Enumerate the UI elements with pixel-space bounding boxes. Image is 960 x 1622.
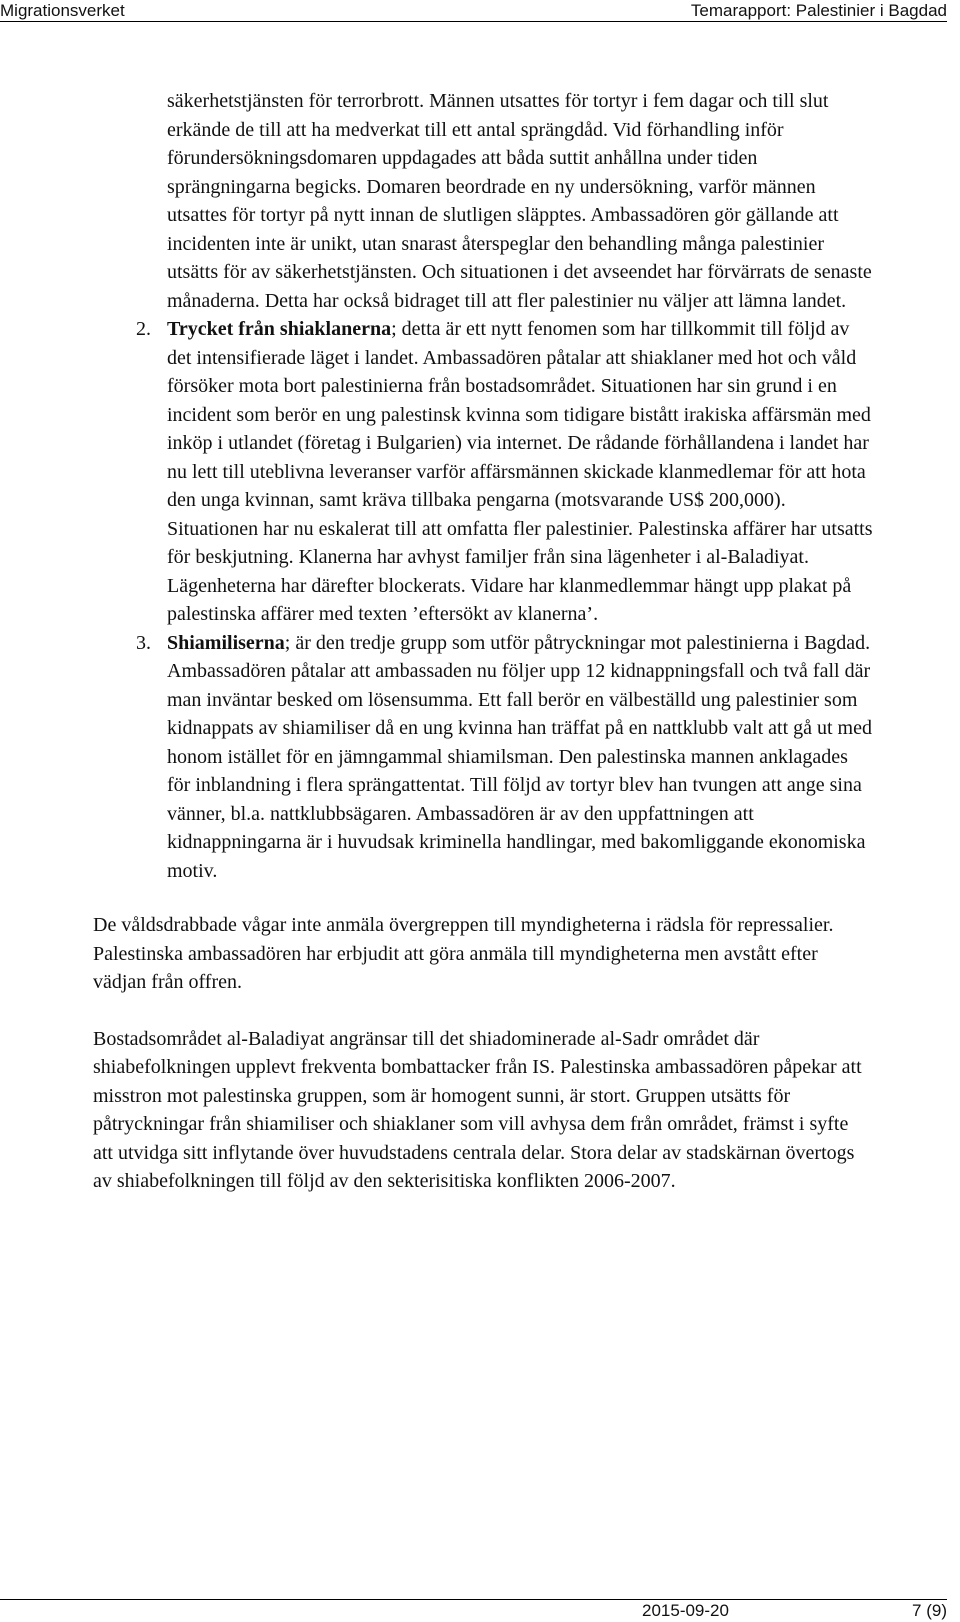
page-footer <box>0 1599 947 1622</box>
list-item-heading: Shiamiliserna <box>167 631 285 654</box>
paragraph-al-baladiyat: Bostadsområdet al-Baladiyat angränsar till det shiadominerade al-Sadr området där shiabefolkningen upplevt frekventa bombattacker från IS. Palestinska ambassadören påpekar att misstron mot palestinska gruppen, som är homogent sunni, är stort. Gruppen utsätts för påtryckningar från shiamiliser och shiaklaner som vill avhysa dem från området, främst i syfte att utvidga sitt inflytande över huvudstadens centrala delar. Stora delar av stadskärnan övertogs av shiabefolkningen till följd av den sekterisitiska konflikten 2006-2007. <box>93 1027 862 1192</box>
list-item-text: ; detta är ett nytt fenomen som har tillkommit till följd av det intensifierade läget i landet. Ambassadören påtalar att shiaklaner med hot och våld försöker mota bort palestinierna från bostadsområdet. Situationen har sin grund i en incident som berör en ung palestinsk kvinna som tidigare bistått irakiska affärsmän med inköp i utlandet (företag i Bulgarien) via internet. De rådande förhållandena i landet har nu lett till uteblivna leveranser varför affärsmännen skickade klanmedlemar för att hota den unga kvinnan, samt kräva tillbaka pengarna (motsvarande US$ 200,000). Situationen har nu eskalerat till att omfatta fler palestinier. Palestinska affärer har utsatts för beskjutning. Klanerna har avhyst familjer från sina lägenheter i al-Baladiyat. Lägenheterna har därefter blockerats. Vidare har klanmedlemmar hängt upp plakat på palestinska affärer med texten ’eftersökt av klanerna’. <box>167 318 873 625</box>
list-item-number: 3. <box>136 631 151 654</box>
list-item-2 <box>93 315 873 629</box>
page-header <box>0 0 947 22</box>
list-item-text: säkerhetstjänsten för terrorbrott. Männen utsattes för tortyr i fem dagar och till slut erkände de till att ha medverkat till ett antal sprängdåd. Vid förhandling inför förundersökningsdomaren uppdagades att båda suttit anhållna under tiden sprängningarna begicks. Domaren beordrade en ny undersökning, varför männen utsattes för tortyr på nytt innan de slutligen släpptes. Ambassadören gör gällande att incidenten inte är unikt, utan snarast återspeglar den behandling många palestinier utsätts för av säkerhetstjänsten. Och situationen i det avseendet har förvärrats de senaste månaderna. Detta har också bidraget till att fler palestinier nu väljer att lämna landet. <box>167 90 872 312</box>
paragraph-reporting: De våldsdrabbade vågar inte anmäla övergreppen till myndigheterna i rädsla för repressalier. Palestinska ambassadören har erbjudit att göra anmäla till myndigheterna men avstått efter vädjan från offren. <box>93 914 834 993</box>
footer-date: 2015-09-20 <box>642 1601 729 1620</box>
footer-page-number: 7 (9) <box>912 1601 947 1620</box>
numbered-list <box>93 87 873 885</box>
list-item-1-continued <box>93 87 873 315</box>
list-item-text: ; är den tredje grupp som utför påtryckningar mot palestinierna i Bagdad. Ambassadören påtalar att ambassaden nu följer upp 12 kidnappningsfall och två fall där man inväntar besked om lösensumma. Ett fall berör en välbeställd ung palestinier som kidnappats av shiamiliser då en ung kvinna han träffat på en nattklubb valt att gå ut med honom istället för en jämngammal shiamilsman. Den palestinska mannen anklagades för inblandning i flera sprängattentat. Till följd av tortyr blev han tvungen att ange sina vänner, bl.a. nattklubbsägaren. Ambassadören är av den uppfattningen att kidnappningarna är i huvudsak kriminella handlingar, med bakomliggande ekonomiska motiv. <box>167 631 872 882</box>
header-organization: Migrationsverket <box>0 1 125 20</box>
document-body <box>93 87 873 1196</box>
list-item-heading: Trycket från shiaklanerna <box>167 318 392 340</box>
list-item-3 <box>93 629 873 886</box>
header-report-title: Temarapport: Palestinier i Bagdad <box>690 1 947 20</box>
list-item-number: 2. <box>136 318 151 340</box>
